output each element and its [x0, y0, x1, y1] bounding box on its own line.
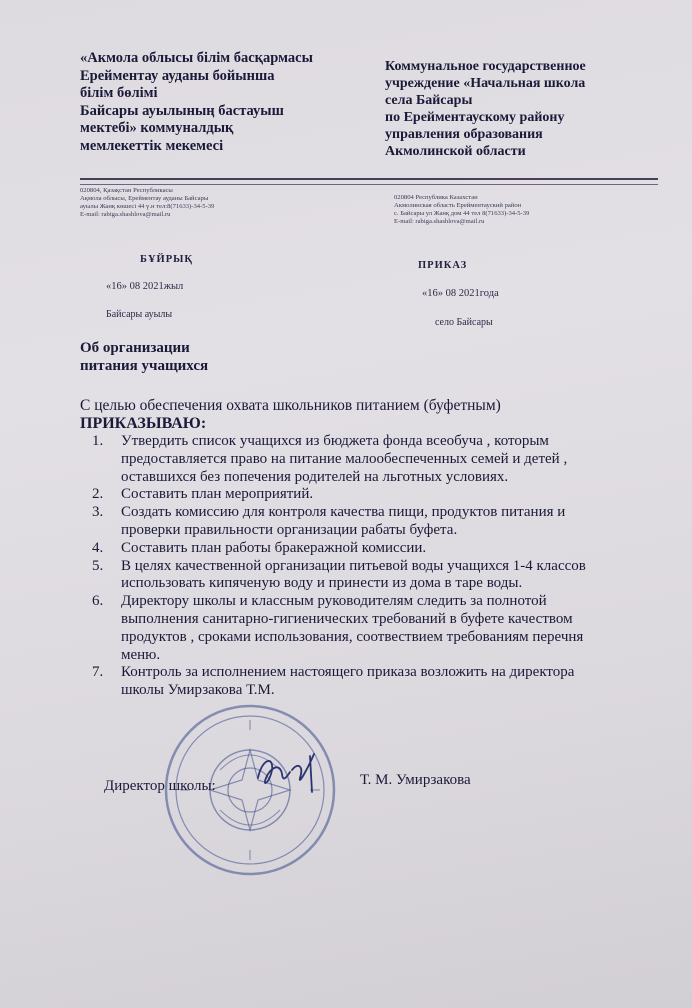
signature-name: Т. М. Умирзакова	[360, 772, 471, 788]
address-ru-line: с. Байсары ул Жанқ дом 44 тел 8(71633)-34-5-39	[394, 210, 530, 217]
item-line: В целях качественной организации питьевой воды учащихся 1-4 классов	[121, 557, 586, 574]
order-item	[92, 558, 672, 594]
header-kz-line: білім бөлімі	[80, 85, 158, 101]
address-kz-line: ауылы Жанқ көшесі 44 ү.н тел:8(71633)-34-5-39	[80, 203, 215, 210]
order-item	[92, 540, 672, 558]
address-kz	[80, 187, 214, 219]
header-ru-line: учреждение «Начальная школа	[385, 76, 586, 91]
header-kz	[80, 50, 380, 155]
address-ru-line: E-mail: rabiga.shashlova@mail.ru	[394, 218, 485, 225]
order-command: ПРИКАЗЫВАЮ:	[80, 415, 207, 432]
address-ru	[394, 194, 529, 226]
item-line: Создать комиссию для контроля качества пищи, продуктов питания и	[121, 504, 566, 521]
address-kz-line: Ақмола облысы, Ерейментау ауданы Байсары	[80, 195, 209, 202]
item-line: использовать кипяченую воду и принести из дома в таре воды.	[121, 575, 523, 592]
item-line: Директору школы и классным руководителям следить за полнотой	[121, 593, 547, 610]
order-place-ru: село Байсары	[435, 317, 493, 328]
item-number: 7.	[92, 664, 104, 681]
order-subject	[80, 339, 208, 375]
item-number: 4.	[92, 539, 104, 556]
item-line: выполнения санитарно-гигиенических требований в буфете качеством	[121, 610, 573, 627]
header-divider	[80, 178, 658, 180]
item-line: Контроль за исполнением настоящего приказа возложить на директора	[121, 664, 575, 681]
item-line: оставшихся без попечения родителей на льготных условиях.	[121, 468, 509, 485]
order-item	[92, 433, 672, 486]
order-item	[92, 664, 672, 700]
header-divider-thin	[80, 184, 658, 185]
header-ru-line: Акмолинской области	[385, 144, 526, 159]
subject-line: питания учащихся	[80, 358, 209, 374]
subject-line: Об организации	[80, 340, 190, 356]
order-title-ru: ПРИКАЗ	[418, 260, 468, 271]
order-date-ru: «16» 08 2021года	[422, 288, 499, 299]
item-line: Составить план мероприятий.	[121, 486, 314, 503]
order-place-kz: Байсары ауылы	[106, 309, 173, 320]
address-ru-line: 020804 Республика Казахстан	[394, 194, 478, 201]
order-item	[92, 486, 672, 504]
header-ru-line: села Байсары	[385, 93, 473, 108]
item-number: 5.	[92, 557, 104, 574]
item-line: продуктов , сроками использования, соотвествием требованиям перечня	[121, 628, 584, 645]
item-line: школы Умирзакова Т.М.	[121, 682, 275, 699]
address-kz-line: E-mail: rabiga.shashlova@mail.ru	[80, 211, 171, 218]
item-line: Утвердить список учащихся из бюджета фонда всеобуча , которым	[121, 433, 549, 449]
header-ru-line: по Ерейментаускому району	[385, 110, 565, 125]
header-kz-line: «Акмола облысы білім басқармасы	[80, 50, 313, 66]
item-number: 1.	[92, 433, 104, 449]
order-item	[92, 593, 672, 664]
header-kz-line: Ерейментау ауданы бойынша	[80, 67, 275, 84]
header-ru-line: Коммунальное государственное	[385, 59, 586, 74]
signature-icon	[252, 748, 322, 798]
header-kz-line: мектебі» коммуналдық	[80, 120, 234, 136]
header-ru	[385, 58, 665, 160]
item-number: 2.	[92, 486, 104, 503]
header-ru-line: управления образования	[385, 127, 543, 142]
header-kz-line: Байсары ауылының бастауыш	[80, 102, 284, 119]
order-date-kz: «16» 08 2021жыл	[106, 281, 184, 292]
item-line: предоставляется право на питание малообеспеченных семей и детей ,	[121, 450, 568, 467]
signature-role: Директор школы:	[104, 778, 216, 794]
item-line: меню.	[121, 646, 161, 663]
item-line: проверки правильности организации рабаты буфета.	[121, 521, 458, 538]
order-item	[92, 504, 672, 540]
order-intro: С целью обеспечения охвата школьников питанием (буфетным)	[80, 397, 501, 414]
address-ru-line: Акмолинская область Ерейментауский район	[394, 202, 522, 209]
header-kz-line: мемлекеттік мекемесі	[80, 137, 224, 154]
order-items	[92, 433, 672, 700]
address-kz-line: 020804, Қазақстан Республикасы	[80, 187, 173, 194]
item-number: 3.	[92, 504, 104, 521]
item-line: Составить план работы бракеражной комиссии.	[121, 539, 427, 556]
order-title-kz: БҰЙРЫҚ	[140, 254, 194, 265]
item-number: 6.	[92, 593, 104, 610]
